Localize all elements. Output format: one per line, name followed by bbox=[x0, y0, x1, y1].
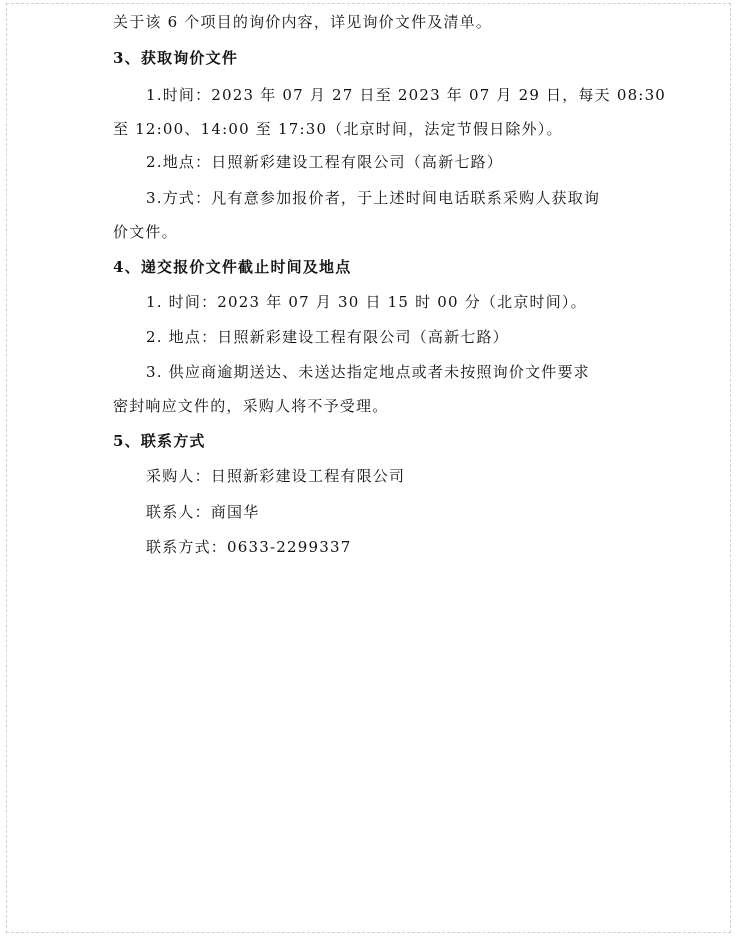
section-4-item-3-line-2: 密封响应文件的，采购人将不予受理。 bbox=[113, 397, 389, 415]
section-3-item-1-line-2: 至 12:00、14:00 至 17:30（北京时间，法定节假日除外）。 bbox=[113, 120, 563, 138]
section-3-item-2: 2.地点：日照新彩建设工程有限公司（高新七路） bbox=[146, 153, 503, 171]
contact-phone-line: 联系方式：0633-2299337 bbox=[146, 538, 352, 556]
purchaser-line: 采购人：日照新彩建设工程有限公司 bbox=[146, 467, 406, 485]
section-4-item-2: 2. 地点：日照新彩建设工程有限公司（高新七路） bbox=[146, 328, 509, 346]
section-3-item-1-line-1: 1.时间：2023 年 07 月 27 日至 2023 年 07 月 29 日，每天 08:30 bbox=[146, 86, 667, 104]
section-3-item-3-line-2: 价文件。 bbox=[113, 223, 178, 241]
section-3-item-3-line-1: 3.方式：凡有意参加报价者，于上述时间电话联系采购人获取询 bbox=[146, 189, 601, 207]
intro-text: 关于该 6 个项目的询价内容，详见询价文件及清单。 bbox=[113, 13, 493, 31]
section-4-heading: 4、递交报价文件截止时间及地点 bbox=[113, 258, 352, 276]
section-3-heading: 3、获取询价文件 bbox=[113, 49, 239, 67]
section-4-item-1: 1. 时间：2023 年 07 月 30 日 15 时 00 分（北京时间）。 bbox=[146, 293, 587, 311]
section-5-heading: 5、联系方式 bbox=[113, 432, 206, 450]
section-4-item-3-line-1: 3. 供应商逾期送达、未送达指定地点或者未按照询价文件要求 bbox=[146, 363, 590, 381]
contact-person-line: 联系人：商国华 bbox=[146, 503, 260, 521]
